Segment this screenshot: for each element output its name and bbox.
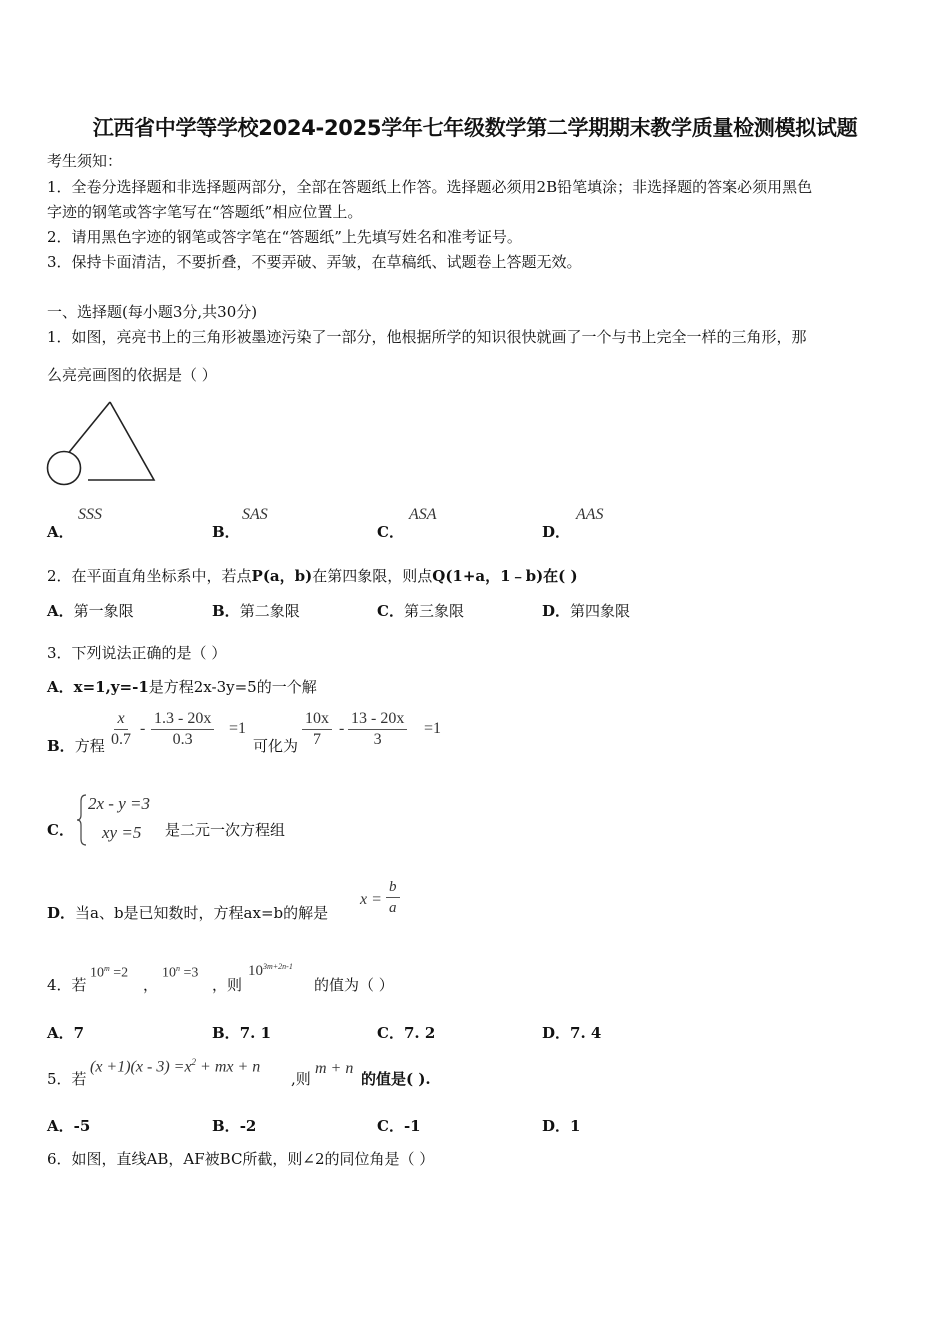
q1-option-a-label: A． [47,523,74,541]
q5-option-a [47,1115,90,1136]
q1-option-b-label: B． [212,523,240,541]
q4-expr3-exp: 3m+2n-1 [263,962,293,971]
q4-option-b-text: 7. 1 [239,1024,272,1042]
q4-comma: ， [143,976,159,994]
triangle-sides [88,402,154,480]
q5-option-d-label: D． [542,1117,571,1135]
q4-suffix: 的值为（ ） [314,976,394,994]
q1-option-a: SSS [78,506,102,523]
q2-option-a-label: A． [47,602,74,620]
q3-b-eq1: =1 [229,720,247,737]
q4-option-b-label: B． [212,1024,240,1042]
q4-option-d [542,1022,601,1043]
q5-option-b [212,1115,256,1136]
q3-d-frac-num: b [386,877,400,898]
q3-option-c-text: 是二元一次方程组 [165,821,286,839]
q5-prefix: 5．若 [47,1070,87,1088]
q4-option-c-text: 7. 2 [403,1024,436,1042]
q2-option-d-text: 第四象限 [570,602,631,620]
q3-c-brace [76,793,88,847]
q5-option-b-label: B． [212,1117,240,1135]
q3-option-b-lead [47,736,105,756]
q2-option-b [212,600,300,621]
q2-option-c-text: 第三象限 [403,602,464,620]
q4-expr1 [90,964,128,982]
q5-expr2: m + n [315,1060,354,1077]
q5-option-c-text: -1 [403,1117,421,1135]
q3-b-minus2: - [339,720,345,737]
q3-b-frac3-num: 10x [302,709,332,730]
q4-expr3-base: 10 [248,963,263,979]
q3-b-frac1-num: x [114,709,127,730]
q3-stem: 3．下列说法正确的是（ ） [47,644,227,662]
q3-b-frac2-num: 1.3 - 20x [151,709,214,730]
q3-option-c-label: C． [47,821,74,839]
q4-option-c-label: C． [377,1024,404,1042]
q3-b-frac3-den: 7 [313,731,321,748]
q3-b-frac2 [151,709,214,750]
q2-option-d-label: D． [542,602,571,620]
triangle-side-left [66,402,110,456]
q3-b-frac4-den: 3 [373,731,382,748]
q4-expr2 [162,964,198,982]
q2-stem-mid: 在第四象限，则点 [312,567,433,585]
q5-option-c [377,1115,421,1136]
notice-item-2: 2．请用黑色字迹的钢笔或答字笔在“答题纸”上先填写姓名和准考证号。 [47,228,522,246]
q2-option-b-label: B． [212,602,240,620]
ink-blot [48,452,81,485]
q2-point-p: P(a，b) [251,567,313,585]
q3-d-frac-den: a [389,900,397,916]
q5-mid: ,则 [291,1070,311,1088]
page-title: 江西省中学等学校2024-2025学年七年级数学第二学期期末教学质量检测模拟试题 [92,116,858,140]
q5-expr-right: + mx + n [196,1058,261,1076]
q3-b-frac2-den: 0.3 [172,731,193,748]
q2-option-a-text: 第一象限 [73,602,134,620]
q3-option-d-label: D． [47,904,76,922]
triangle-figure [44,398,160,490]
q5-suffix: 的值是( ). [361,1070,431,1088]
q1-option-d-label: D． [542,523,571,541]
q5-option-d-text: 1 [570,1117,581,1135]
q3-option-a-solution: x=1,y=-1 [73,678,149,696]
q1-option-c: ASA [409,506,437,523]
q4-expr3 [248,962,293,980]
q1-option-d: AAS [576,506,604,523]
q3-option-d [47,903,328,923]
q3-b-frac4-num: 13 - 20x [348,709,407,730]
q3-c-equation1: 2x - y =3 [88,794,150,813]
q2-option-a [47,600,134,621]
q5-option-d [542,1115,580,1136]
q5-expr-left: (x +1)(x - 3) =x [90,1058,192,1076]
notice-item-1: 1．全卷分选择题和非选择题两部分，全部在答题纸上作答。选择题必须用2B铅笔填涂；非选择题的答案必须用黑色 [47,178,813,196]
q4-option-c [377,1022,435,1043]
q3-option-b-text2: 可化为 [253,737,299,755]
q4-expr2-exp: n [176,964,180,973]
q1-option-c-label: C． [377,523,404,541]
q4-expr2-base: 10 [162,965,176,981]
q2-option-d [542,600,630,621]
notice-item-3: 3．保持卡面清洁，不要折叠，不要弄破、弄皱，在草稿纸、试题卷上答题无效。 [47,253,582,271]
q4-expr2-rest: =3 [180,965,199,981]
q3-d-x: x = [360,891,382,908]
notice-heading: 考生须知： [47,152,123,170]
q5-expr-exp: 2 [191,1057,197,1067]
q5-option-a-text: -5 [73,1117,91,1135]
q2-point-q: Q(1+a，1﹣b)在( ) [432,567,578,585]
q4-option-d-text: 7. 4 [570,1024,602,1042]
q2-option-b-text: 第二象限 [239,602,300,620]
q3-b-frac4 [348,709,407,750]
q4-option-b [212,1022,271,1043]
q4-expr1-base: 10 [90,965,104,981]
q5-expr [90,1057,260,1076]
q4-option-a-label: A． [47,1024,74,1042]
q3-option-a-label: A． [47,678,74,696]
q4-option-a-text: 7 [73,1024,85,1042]
q3-b-frac1-den: 0.7 [111,731,131,748]
q4-expr1-rest: =2 [109,965,129,981]
q3-b-frac1 [108,709,134,750]
q3-b-frac3 [302,709,332,750]
q2-option-c-label: C． [377,602,404,620]
q4-expr1-exp: m [104,964,110,973]
q4-prefix: 4．若 [47,976,87,994]
q1-option-b: SAS [242,506,268,523]
q5-option-b-text: -2 [239,1117,257,1135]
q4-mid: ，则 [212,976,243,994]
q5-option-c-label: C． [377,1117,404,1135]
q1-stem-line1: 1．如图，亮亮书上的三角形被墨迹污染了一部分，他根据所学的知识很快就画了一个与书上完全一样的三角形，那 [47,328,807,346]
q3-c-equation2: xy =5 [102,823,142,842]
q3-b-eq2: =1 [424,720,442,737]
q3-option-a [47,677,317,697]
q2-stem [47,566,578,586]
section-heading: 一、选择题(每小题3分,共30分) [47,303,258,321]
q1-stem-line2: 么亮亮画图的依据是（ ） [47,366,217,384]
q5-option-a-label: A． [47,1117,74,1135]
q2-option-c [377,600,464,621]
q6-stem: 6．如图，直线AB，AF被BC所截，则∠2的同位角是（ ） [47,1150,435,1168]
q3-option-b-text1: 方程 [74,737,105,755]
q3-option-a-text: 是方程2x-3y=5的一个解 [148,678,317,696]
q3-option-d-text: 当a、b是已知数时，方程ax=b的解是 [75,904,329,922]
q3-b-minus1: - [140,720,146,737]
q3-option-b-label: B． [47,737,75,755]
notice-item-1-cont: 字迹的钢笔或答字笔写在“答题纸”相应位置上。 [47,203,363,221]
q2-stem-prefix: 2．在平面直角坐标系中，若点 [47,567,252,585]
q3-d-frac [386,877,400,918]
q4-option-d-label: D． [542,1024,571,1042]
q4-option-a [47,1022,84,1043]
